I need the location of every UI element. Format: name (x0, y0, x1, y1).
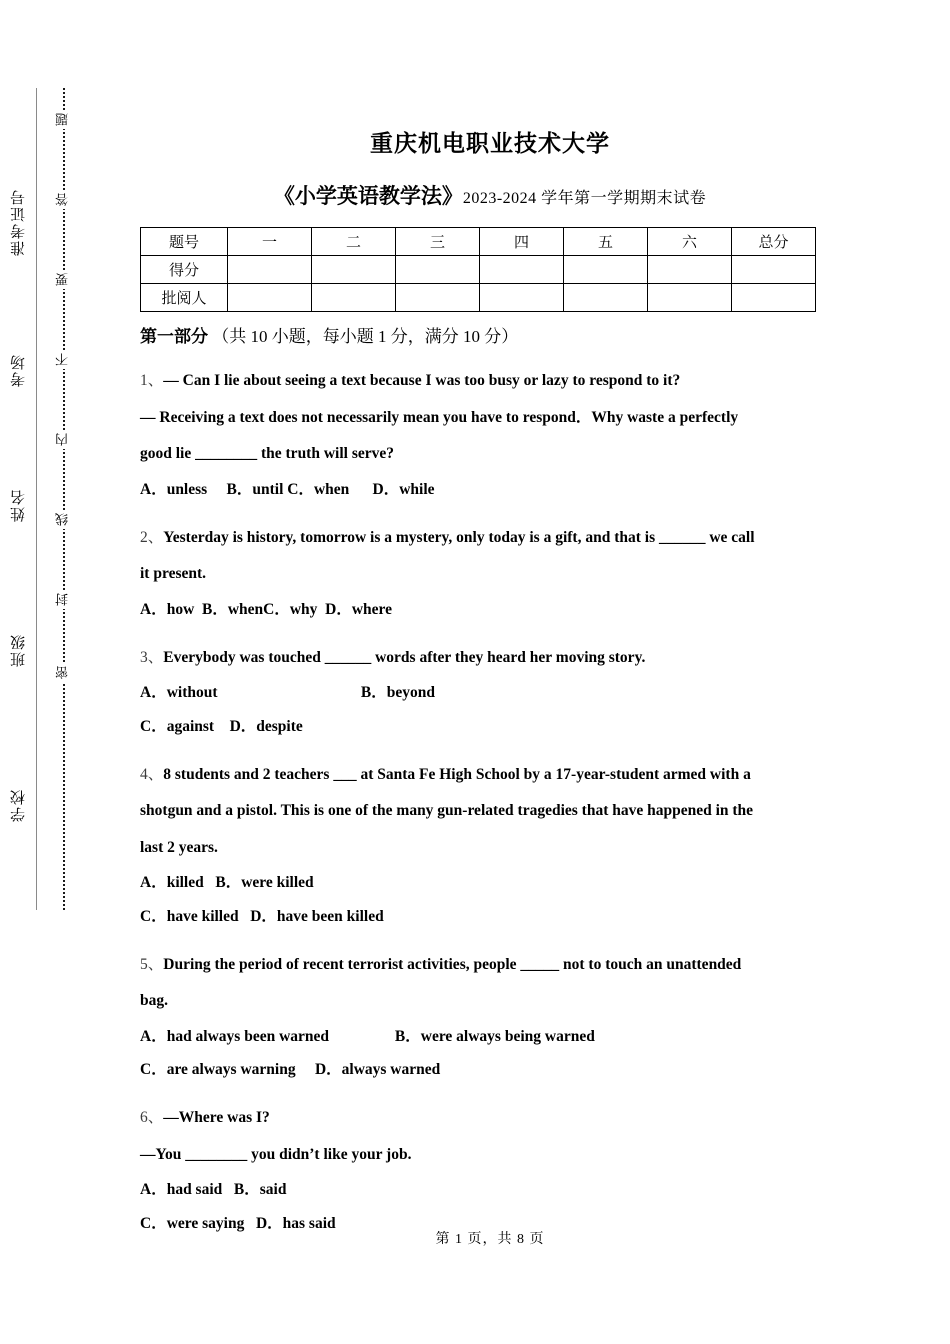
question-options[interactable]: C．have killed D．have been killed (140, 907, 384, 925)
question-line: good lie ________ the truth will serve? (140, 445, 395, 463)
exam-subtitle (140, 184, 840, 209)
question-line (140, 947, 840, 983)
table-row-score (141, 255, 816, 283)
table-row-question-number (141, 227, 816, 255)
seal-label-school: 学校 (11, 788, 27, 822)
section-name: 第一部分 (140, 326, 208, 346)
grader-cell-3[interactable] (396, 283, 480, 311)
question-options[interactable]: C．are always warning D．always warned (140, 1061, 441, 1079)
question-options[interactable]: A．how B．whenC．why D．where (140, 600, 393, 618)
question-text: 8 students and 2 teachers ___ at Santa Fe High School by a 17-year-student armed with a (163, 766, 751, 784)
seal-label-group (0, 88, 48, 910)
question-item (140, 757, 840, 933)
question-options[interactable]: A．had always been warned B．were always being warned (140, 1027, 595, 1045)
seal-dot-char-feng: 封 (53, 590, 75, 609)
score-cell-6[interactable] (648, 255, 732, 283)
seal-dot-char-xian: 线 (53, 510, 75, 529)
seal-dot-char-yao: 要 (53, 270, 75, 289)
question-line: it present. (140, 565, 207, 583)
question-number: 4、 (140, 766, 164, 784)
grader-cell-1[interactable] (228, 283, 312, 311)
question-line: bag. (140, 992, 168, 1010)
question-number: 2、 (140, 528, 164, 546)
question-item (140, 947, 840, 1086)
question-line (140, 640, 840, 676)
question-options[interactable]: A．killed B．were killed (140, 874, 314, 892)
row-head-question-number: 题号 (141, 227, 228, 255)
seal-dot-char-mi: 密 (53, 663, 75, 682)
question-number: 3、 (140, 649, 164, 667)
question-line: — Receiving a text does not necessarily mean you have to respond．Why waste a perfectly (140, 408, 739, 426)
row-head-score: 得分 (141, 255, 228, 283)
question-item (140, 1100, 840, 1239)
question-number: 1、 (140, 372, 164, 390)
seal-dotted-rule (63, 88, 65, 910)
question-line: last 2 years. (140, 838, 218, 856)
cell-section-4: 四 (480, 227, 564, 255)
cell-section-total: 总分 (732, 227, 816, 255)
question-line (140, 1100, 840, 1136)
question-text: Yesterday is history, tomorrow is a mystery, only today is a gift, and that is ______ we call (163, 528, 755, 546)
cell-section-5: 五 (564, 227, 648, 255)
question-options[interactable]: C．against D．despite (140, 717, 303, 735)
page-title: 重庆机电职业技术大学 (370, 130, 610, 156)
seal-label-name: 姓名 (11, 488, 27, 522)
question-options[interactable]: C．were saying D．has said (140, 1214, 336, 1232)
question-text: Everybody was touched ______ words after they heard her moving story. (163, 649, 646, 667)
question-options[interactable]: A．without B．beyond (140, 684, 435, 702)
question-line: —You ________ you didn’t like your job. (140, 1145, 412, 1163)
score-cell-5[interactable] (564, 255, 648, 283)
seal-dot-char-da: 答 (53, 190, 75, 209)
grader-cell-6[interactable] (648, 283, 732, 311)
question-line: shotgun and a pistol. This is one of the many gun-related tragedies that have happened in the (140, 802, 754, 820)
cell-section-2: 二 (312, 227, 396, 255)
seal-sidebar (0, 0, 120, 1344)
grader-cell-4[interactable] (480, 283, 564, 311)
question-number: 5、 (140, 955, 164, 973)
question-number: 6、 (140, 1109, 164, 1127)
question-item (140, 363, 840, 506)
seal-label-exam-number: 准考证号 (11, 188, 27, 256)
section-heading (140, 324, 840, 350)
question-line (140, 757, 840, 793)
question-text: During the period of recent terrorist activities, people _____ not to touch an unattended (163, 955, 742, 973)
grader-cell-2[interactable] (312, 283, 396, 311)
question-line (140, 363, 840, 399)
section-info: （共 10 小题，每小题 1 分，满分 10 分） (212, 326, 519, 346)
score-table (140, 227, 816, 312)
score-cell-total[interactable] (732, 255, 816, 283)
cell-section-1: 一 (228, 227, 312, 255)
score-cell-4[interactable] (480, 255, 564, 283)
seal-label-class: 班级 (11, 633, 27, 667)
row-head-grader: 批阅人 (141, 283, 228, 311)
table-row-grader (141, 283, 816, 311)
cell-section-6: 六 (648, 227, 732, 255)
cell-section-3: 三 (396, 227, 480, 255)
exam-page-body (140, 0, 840, 1240)
grader-cell-5[interactable] (564, 283, 648, 311)
question-text: —Where was I? (163, 1109, 270, 1127)
course-title: 《小学英语教学法》 (273, 184, 463, 208)
score-cell-2[interactable] (312, 255, 396, 283)
exam-term: 2023-2024 学年第一学期期末试卷 (462, 189, 707, 207)
seal-label-exam-room: 考场 (11, 353, 27, 387)
grader-cell-total[interactable] (732, 283, 816, 311)
score-cell-1[interactable] (228, 255, 312, 283)
seal-dot-char-bu: 不 (53, 350, 75, 369)
question-options[interactable]: A．had said B．said (140, 1181, 287, 1199)
question-text: — Can I lie about seeing a text because I was too busy or lazy to respond to it? (163, 372, 681, 390)
page-footer: 第 1 页，共 8 页 (435, 1232, 545, 1247)
question-line (140, 520, 840, 556)
score-cell-3[interactable] (396, 255, 480, 283)
seal-dot-char-ti: 题 (53, 110, 75, 129)
question-options[interactable]: A．unless B．until C．when D．while (140, 480, 435, 498)
question-item (140, 640, 840, 743)
question-item (140, 520, 840, 626)
seal-dot-char-nei: 内 (53, 430, 75, 449)
